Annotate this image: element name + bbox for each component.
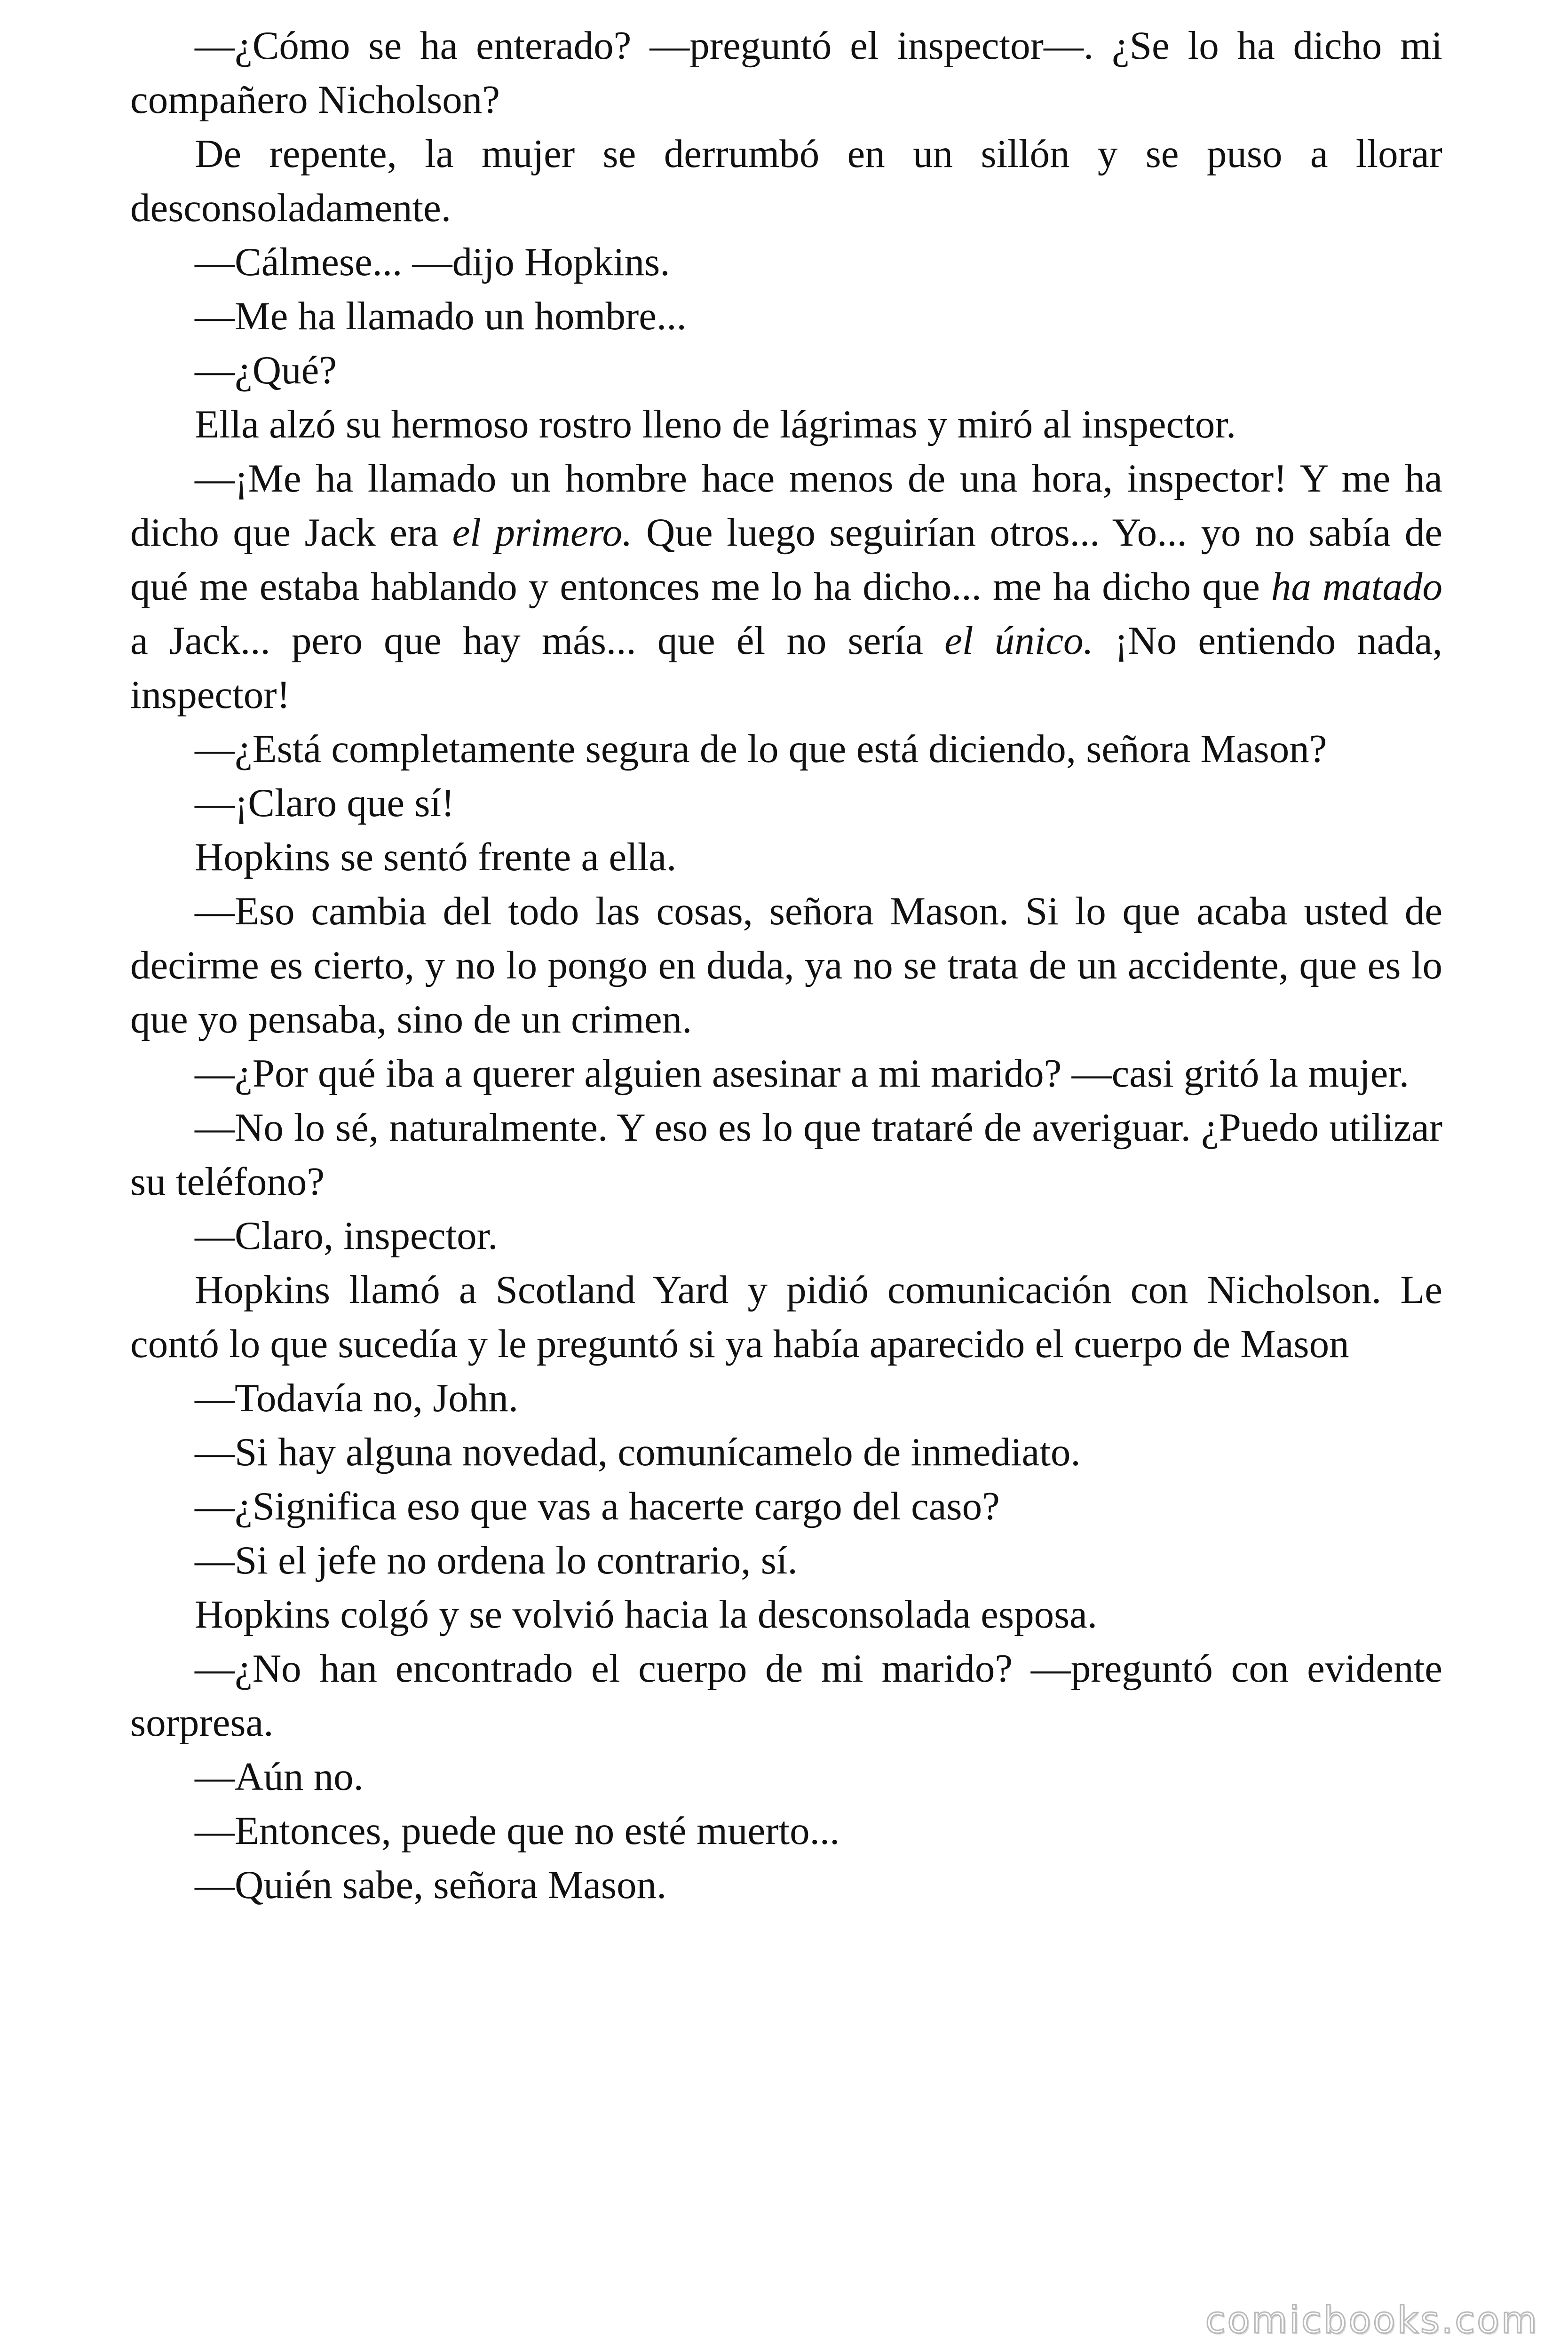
paragraph-10: Hopkins se sentó frente a ella. bbox=[195, 835, 677, 879]
paragraph-1: —¿Cómo se ha enterado? —preguntó el inspector—. ¿Se lo ha dicho mi compañero Nicholson? bbox=[130, 24, 1442, 122]
emphasis-ha-matado: ha matado bbox=[1271, 564, 1443, 609]
paragraph-3: —Cálmese... —dijo Hopkins. bbox=[195, 240, 670, 284]
paragraph-12: —¿Por qué iba a querer alguien asesinar a mi marido? —casi gritó la mujer. bbox=[195, 1051, 1410, 1096]
page-text bbox=[130, 19, 1442, 1912]
paragraph-2: De repente, la mujer se derrumbó en un sillón y se puso a llorar desconsoladamente. bbox=[130, 132, 1442, 230]
paragraph-20: Hopkins colgó y se volvió hacia la desconsolada esposa. bbox=[195, 1592, 1098, 1637]
paragraph-19: —Si el jefe no ordena lo contrario, sí. bbox=[195, 1538, 798, 1582]
paragraph-22: —Aún no. bbox=[195, 1755, 364, 1799]
paragraph-16: —Todavía no, John. bbox=[195, 1376, 519, 1420]
paragraph-21: —¿No han encontrado el cuerpo de mi marido? —preguntó con evidente sorpresa. bbox=[130, 1646, 1442, 1745]
paragraph-13: —No lo sé, naturalmente. Y eso es lo que trataré de averiguar. ¿Puedo utilizar su teléfono? bbox=[130, 1105, 1442, 1204]
paragraph-18: —¿Significa eso que vas a hacerte cargo del caso? bbox=[195, 1484, 1000, 1528]
emphasis-el-unico: el único. bbox=[944, 619, 1093, 663]
paragraph-7: —¡Me ha llamado un hombre hace menos de una hora, inspector! Y me ha dicho que Jack era el primero. Que luego seguirían otros... Yo... yo no sabía de qué me estaba hablando y entonces me lo ha dicho... me ha dicho que ha matado a Jack... pero que hay más... que él no sería el único. ¡No entiendo nada, inspector! bbox=[130, 456, 1443, 717]
paragraph-9: —¡Claro que sí! bbox=[195, 781, 455, 825]
paragraph-6: Ella alzó su hermoso rostro lleno de lágrimas y miró al inspector. bbox=[195, 402, 1236, 446]
paragraph-15: Hopkins llamó a Scotland Yard y pidió comunicación con Nicholson. Le contó lo que sucedía y le preguntó si ya había aparecido el cuerpo de Mason bbox=[130, 1268, 1442, 1366]
paragraph-17: —Si hay alguna novedad, comunícamelo de inmediato. bbox=[195, 1430, 1081, 1474]
paragraph-5: —¿Qué? bbox=[195, 348, 337, 392]
paragraph-11: —Eso cambia del todo las cosas, señora Mason. Si lo que acaba usted de decirme es cierto, y no lo pongo en duda, ya no se trata de un accidente, que es lo que yo pensaba, sino de un crimen. bbox=[130, 889, 1442, 1041]
paragraph-14: —Claro, inspector. bbox=[195, 1214, 498, 1258]
watermark: comicbooks.com bbox=[1205, 2299, 1539, 2342]
paragraph-23: —Entonces, puede que no esté muerto... bbox=[195, 1809, 840, 1853]
paragraph-24: —Quién sabe, señora Mason. bbox=[195, 1863, 667, 1907]
paragraph-8: —¿Está completamente segura de lo que está diciendo, señora Mason? bbox=[195, 727, 1327, 771]
emphasis-el-primero: el primero. bbox=[452, 510, 633, 555]
paragraph-4: —Me ha llamado un hombre... bbox=[195, 294, 687, 338]
